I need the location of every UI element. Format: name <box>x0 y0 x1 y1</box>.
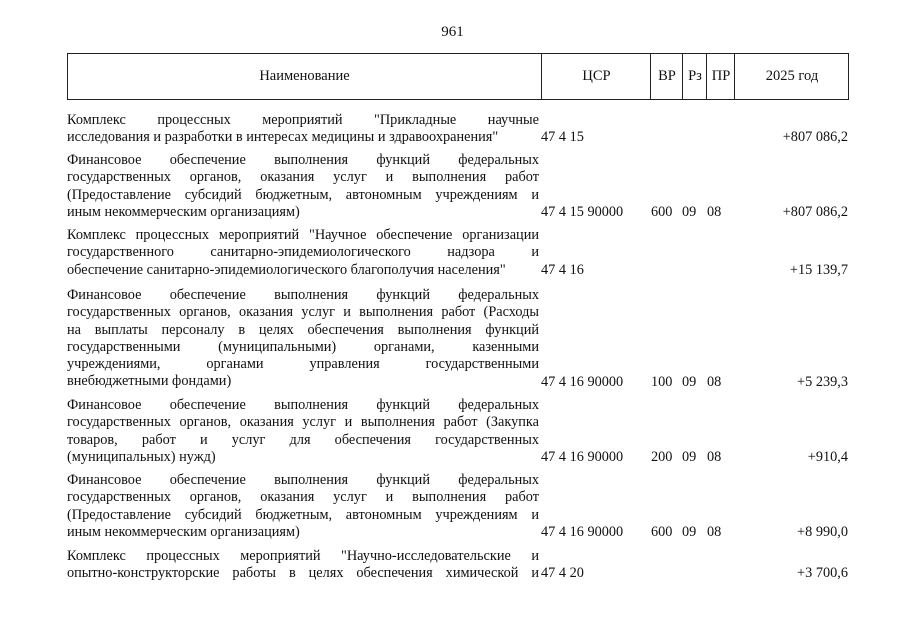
row-name <box>67 397 539 466</box>
row-name <box>67 112 539 147</box>
row-csr: 47 4 15 90000 <box>541 203 624 220</box>
row-name-line: Финансовое обеспечение выполнения функций федеральных <box>67 287 539 303</box>
table-header <box>67 53 849 100</box>
page-number: 961 <box>441 24 464 40</box>
header-rz: Рз <box>682 54 707 99</box>
row-name-line: Комплекс процессных мероприятий "Научно-исследовательские и <box>67 548 539 564</box>
row-amount: +8 990,0 <box>797 523 848 540</box>
row-csr: 47 4 16 90000 <box>541 448 624 465</box>
row-amount: +807 086,2 <box>782 129 848 146</box>
row-name-line: внебюджетными фондами) <box>67 373 232 390</box>
row-name-line: на выплаты персоналу в целях обеспечения выполнения функций <box>67 321 539 338</box>
header-csr: ЦСР <box>541 54 651 99</box>
row-amount: +15 139,7 <box>789 261 848 278</box>
row-amount: +807 086,2 <box>782 203 848 220</box>
header-name: Наименование <box>259 68 350 84</box>
row-name <box>67 227 539 279</box>
row-csr: 47 4 16 90000 <box>541 373 624 390</box>
row-rz: 09 <box>682 523 697 540</box>
row-rz: 09 <box>682 448 697 465</box>
row-name <box>67 287 539 391</box>
row-name-line: опытно-конструкторские работы в целях обеспечения химической и <box>67 565 539 582</box>
row-rz: 09 <box>682 203 697 220</box>
row-name-line: товаров, работ и услуг для обеспечения государственных <box>67 431 539 448</box>
header-year: 2025 год <box>734 54 849 99</box>
row-vr: 600 <box>651 203 673 220</box>
row-name-line: государственных органов, оказания услуг и выполнения работ (Закупка <box>67 414 539 431</box>
row-name-line: государственного санитарно-эпидемиологического надзора и <box>67 244 539 261</box>
row-name-line: (муниципальных) нужд) <box>67 448 216 465</box>
row-pr: 08 <box>707 448 722 465</box>
row-name <box>67 152 539 221</box>
row-csr: 47 4 20 <box>541 565 584 582</box>
row-name-line: государственными (муниципальными) органами, казенными <box>67 338 539 355</box>
row-name <box>67 548 539 583</box>
row-name-line: государственных органов, оказания услуг и выполнения работ <box>67 169 539 186</box>
row-name-line: государственных органов, оказания услуг и выполнения работ <box>67 489 539 506</box>
row-name-line: Финансовое обеспечение выполнения функций федеральных <box>67 397 539 413</box>
row-pr: 08 <box>707 523 722 540</box>
row-vr: 200 <box>651 448 673 465</box>
row-amount: +3 700,6 <box>797 565 848 582</box>
row-name-line: Комплекс процессных мероприятий "Прикладные научные <box>67 112 539 128</box>
row-name-line: (Предоставление субсидий бюджетным, автономным учреждениям и <box>67 186 539 203</box>
row-rz: 09 <box>682 373 697 390</box>
row-name-line: Финансовое обеспечение выполнения функций федеральных <box>67 152 539 168</box>
row-name-line: Финансовое обеспечение выполнения функций федеральных <box>67 472 539 488</box>
row-csr: 47 4 16 90000 <box>541 523 624 540</box>
row-amount: +910,4 <box>807 448 848 465</box>
row-vr: 600 <box>651 523 673 540</box>
row-name-line: иным некоммерческим организациям) <box>67 523 300 540</box>
row-vr: 100 <box>651 373 673 390</box>
row-name-line: обеспечение санитарно-эпидемиологического благополучия населения" <box>67 261 506 278</box>
row-name-line: (Предоставление субсидий бюджетным, автономным учреждениям и <box>67 506 539 523</box>
row-csr: 47 4 16 <box>541 261 584 278</box>
row-pr: 08 <box>707 373 722 390</box>
header-vr: ВР <box>650 54 683 99</box>
row-name-line: исследования и разработки в интересах медицины и здравоохранения" <box>67 129 499 146</box>
row-name-line: Комплекс процессных мероприятий "Научное обеспечение организации <box>67 227 539 243</box>
row-pr: 08 <box>707 203 722 220</box>
row-name <box>67 472 539 541</box>
header-pr: ПР <box>706 54 735 99</box>
row-name-line: государственных органов, оказания услуг и выполнения работ (Расходы <box>67 304 539 321</box>
row-amount: +5 239,3 <box>797 373 848 390</box>
row-name-line: иным некоммерческим организациям) <box>67 203 300 220</box>
row-csr: 47 4 15 <box>541 129 584 146</box>
row-name-line: учреждениями, органами управления государственными <box>67 356 539 373</box>
